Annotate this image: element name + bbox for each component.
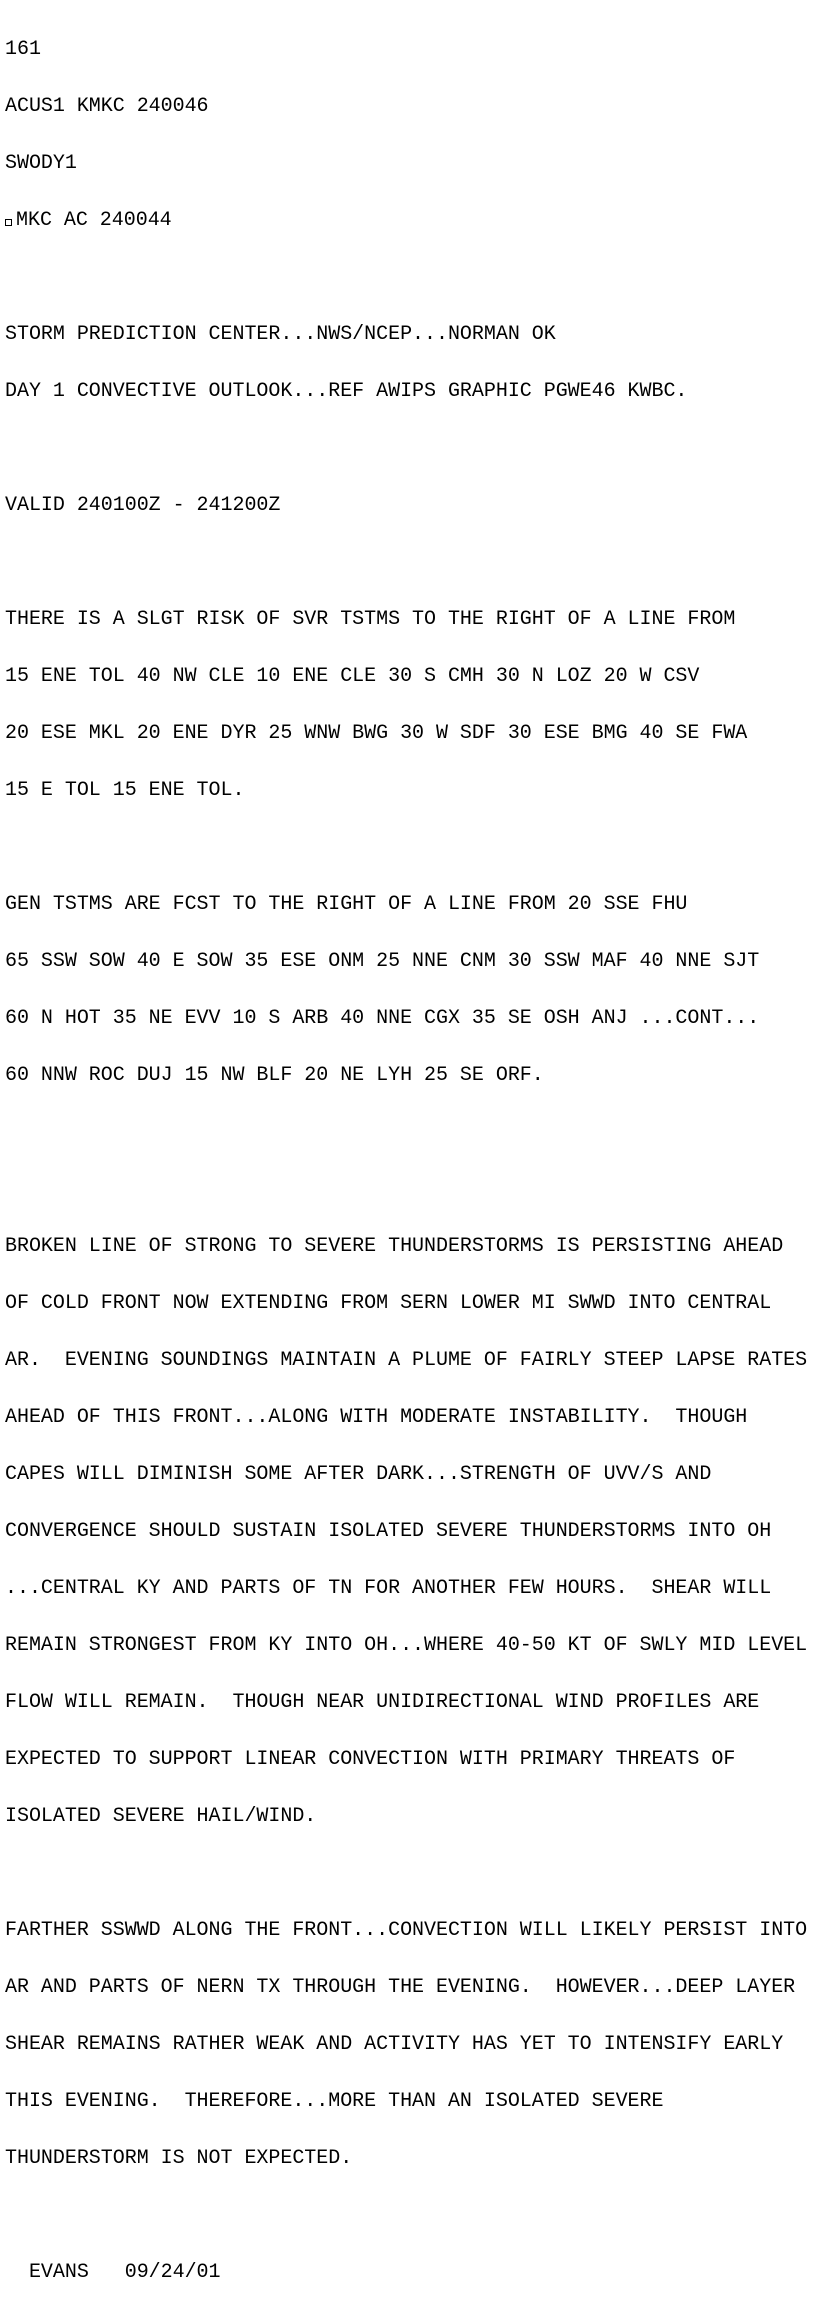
agency-line: STORM PREDICTION CENTER...NWS/NCEP...NORMAN OK	[5, 323, 556, 346]
general-tstms-line: 60 N HOT 35 NE EVV 10 S ARB 40 NNE CGX 35 SE OSH ANJ ...CONT...	[5, 1007, 760, 1030]
general-tstms-line: 65 SSW SOW 40 E SOW 35 ESE ONM 25 NNE CNM 30 SSW MAF 40 NNE SJT	[5, 950, 760, 973]
slight-risk-line: 15 ENE TOL 40 NW CLE 10 ENE CLE 30 S CMH 30 N LOZ 20 W CSV	[5, 665, 700, 688]
discussion-line: THIS EVENING. THEREFORE...MORE THAN AN ISOLATED SEVERE	[5, 2090, 664, 2113]
blank-line	[5, 2206, 807, 2225]
slight-risk-line: 15 E TOL 15 ENE TOL.	[5, 779, 245, 802]
sequence-number: 161	[5, 38, 41, 61]
blank-line	[5, 439, 807, 458]
blank-line	[5, 1123, 807, 1142]
blank-line	[5, 268, 807, 287]
discussion-line: AHEAD OF THIS FRONT...ALONG WITH MODERATE INSTABILITY. THOUGH	[5, 1406, 748, 1429]
slight-risk-line: 20 ESE MKL 20 ENE DYR 25 WNW BWG 30 W SDF 30 ESE BMG 40 SE FWA	[5, 722, 748, 745]
blank-line	[5, 838, 807, 857]
origin-text: MKC AC 240044	[16, 209, 172, 232]
outlook-bulletin	[5, 2, 807, 2301]
discussion-line: AR AND PARTS OF NERN TX THROUGH THE EVENING. HOWEVER...DEEP LAYER	[5, 1976, 796, 1999]
discussion-line: EXPECTED TO SUPPORT LINEAR CONVECTION WITH PRIMARY THREATS OF	[5, 1748, 736, 1771]
discussion-line: AR. EVENING SOUNDINGS MAINTAIN A PLUME OF FAIRLY STEEP LAPSE RATES	[5, 1349, 808, 1372]
discussion-line: BROKEN LINE OF STRONG TO SEVERE THUNDERSTORMS IS PERSISTING AHEAD	[5, 1235, 784, 1258]
forecaster-signature: EVANS 09/24/01	[5, 2261, 221, 2284]
discussion-line: FLOW WILL REMAIN. THOUGH NEAR UNIDIRECTIONAL WIND PROFILES ARE	[5, 1691, 760, 1714]
discussion-line: FARTHER SSWWD ALONG THE FRONT...CONVECTION WILL LIKELY PERSIST INTO	[5, 1919, 808, 1942]
awips-id: SWODY1	[5, 152, 77, 175]
discussion-line: ...CENTRAL KY AND PARTS OF TN FOR ANOTHER FEW HOURS. SHEAR WILL	[5, 1577, 772, 1600]
discussion-line: CONVERGENCE SHOULD SUSTAIN ISOLATED SEVERE THUNDERSTORMS INTO OH	[5, 1520, 772, 1543]
blank-line	[5, 1180, 807, 1199]
discussion-line: OF COLD FRONT NOW EXTENDING FROM SERN LOWER MI SWWD INTO CENTRAL	[5, 1292, 772, 1315]
discussion-line: THUNDERSTORM IS NOT EXPECTED.	[5, 2147, 353, 2170]
valid-time: VALID 240100Z - 241200Z	[5, 494, 281, 517]
discussion-line: ISOLATED SEVERE HAIL/WIND.	[5, 1805, 317, 1828]
blank-line	[5, 1864, 807, 1883]
wmo-header: ACUS1 KMKC 240046	[5, 95, 209, 118]
origin-line	[5, 211, 807, 230]
discussion-line: REMAIN STRONGEST FROM KY INTO OH...WHERE 40-50 KT OF SWLY MID LEVEL	[5, 1634, 808, 1657]
discussion-line: CAPES WILL DIMINISH SOME AFTER DARK...STRENGTH OF UVV/S AND	[5, 1463, 712, 1486]
product-title: DAY 1 CONVECTIVE OUTLOOK...REF AWIPS GRAPHIC PGWE46 KWBC.	[5, 380, 688, 403]
discussion-line: SHEAR REMAINS RATHER WEAK AND ACTIVITY HAS YET TO INTENSIFY EARLY	[5, 2033, 784, 2056]
blank-line	[5, 553, 807, 572]
general-tstms-line: 60 NNW ROC DUJ 15 NW BLF 20 NE LYH 25 SE ORF.	[5, 1064, 544, 1087]
slight-risk-line: THERE IS A SLGT RISK OF SVR TSTMS TO THE RIGHT OF A LINE FROM	[5, 608, 736, 631]
control-char-icon	[5, 219, 12, 226]
general-tstms-line: GEN TSTMS ARE FCST TO THE RIGHT OF A LINE FROM 20 SSE FHU	[5, 893, 688, 916]
